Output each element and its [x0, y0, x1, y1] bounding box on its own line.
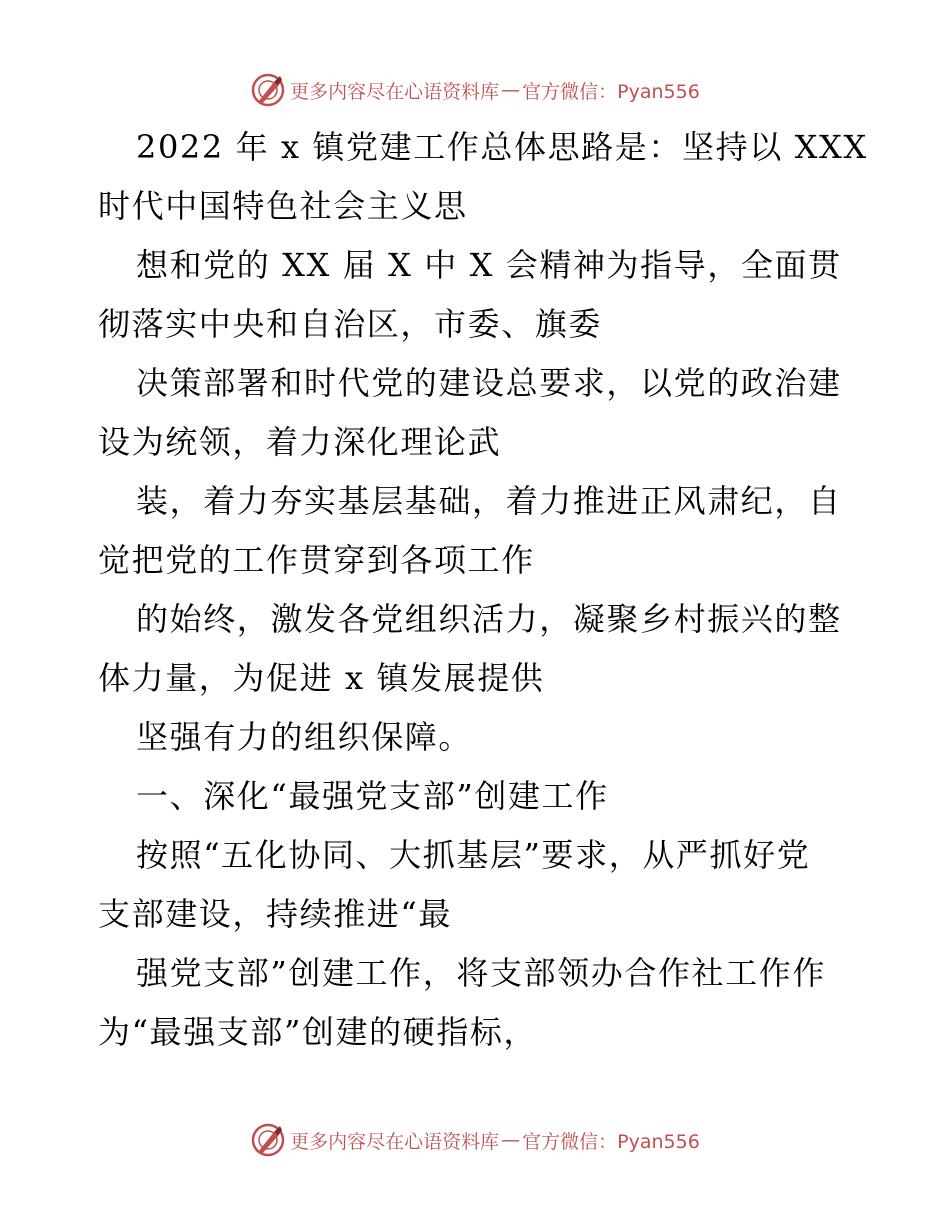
banner-separator: —: [501, 1129, 521, 1151]
body-line: 觉把党的工作贯穿到各项工作: [98, 541, 535, 579]
header-watermark-banner: [0, 70, 950, 110]
body-line: 坚强有力的组织保障。: [136, 718, 473, 756]
footer-watermark-banner: [0, 1120, 950, 1160]
body-line: 支部建设，持续推进“最: [98, 895, 452, 933]
body-line: 时代中国特色社会主义思: [98, 187, 468, 225]
body-line: 设为统领，着力深化理论武: [98, 423, 502, 461]
body-line: 装，着力夯实基层基础，着力推进正风肃纪，自: [136, 482, 842, 520]
banner-wechat-text: 官方微信：Pyan556: [522, 1130, 700, 1153]
pen-logo-icon: [250, 72, 286, 108]
body-line: 按照“五化协同、大抓基层”要求，从严抓好党: [136, 836, 811, 874]
body-line: 想和党的 XX 届 X 中 X 会精神为指导，全面贯: [136, 246, 842, 284]
body-line: 体力量，为促进 x 镇发展提供: [98, 659, 545, 697]
body-line: 强党支部”创建工作，将支部领办合作社工作作: [136, 954, 826, 992]
banner-main-text: 更多内容尽在心语资料库: [290, 1130, 500, 1153]
body-line: 决策部署和时代党的建设总要求，以党的政治建: [136, 364, 842, 402]
banner-main-text: 更多内容尽在心语资料库: [290, 80, 500, 103]
banner-wechat-text: 官方微信：Pyan556: [522, 80, 700, 103]
pen-logo-icon: [250, 1122, 286, 1158]
body-line: 为“最强支部”创建的硬指标，: [98, 1013, 538, 1051]
body-line: 的始终，激发各党组织活力，凝聚乡村振兴的整: [136, 600, 842, 638]
section-heading: 一、深化“最强党支部”创建工作: [136, 777, 609, 815]
banner-separator: —: [501, 79, 521, 101]
body-line: 2022 年 x 镇党建工作总体思路是：坚持以 XXX: [136, 128, 868, 166]
document-body: [98, 118, 868, 1062]
body-line: 彻落实中央和自治区，市委、旗委: [98, 305, 603, 343]
